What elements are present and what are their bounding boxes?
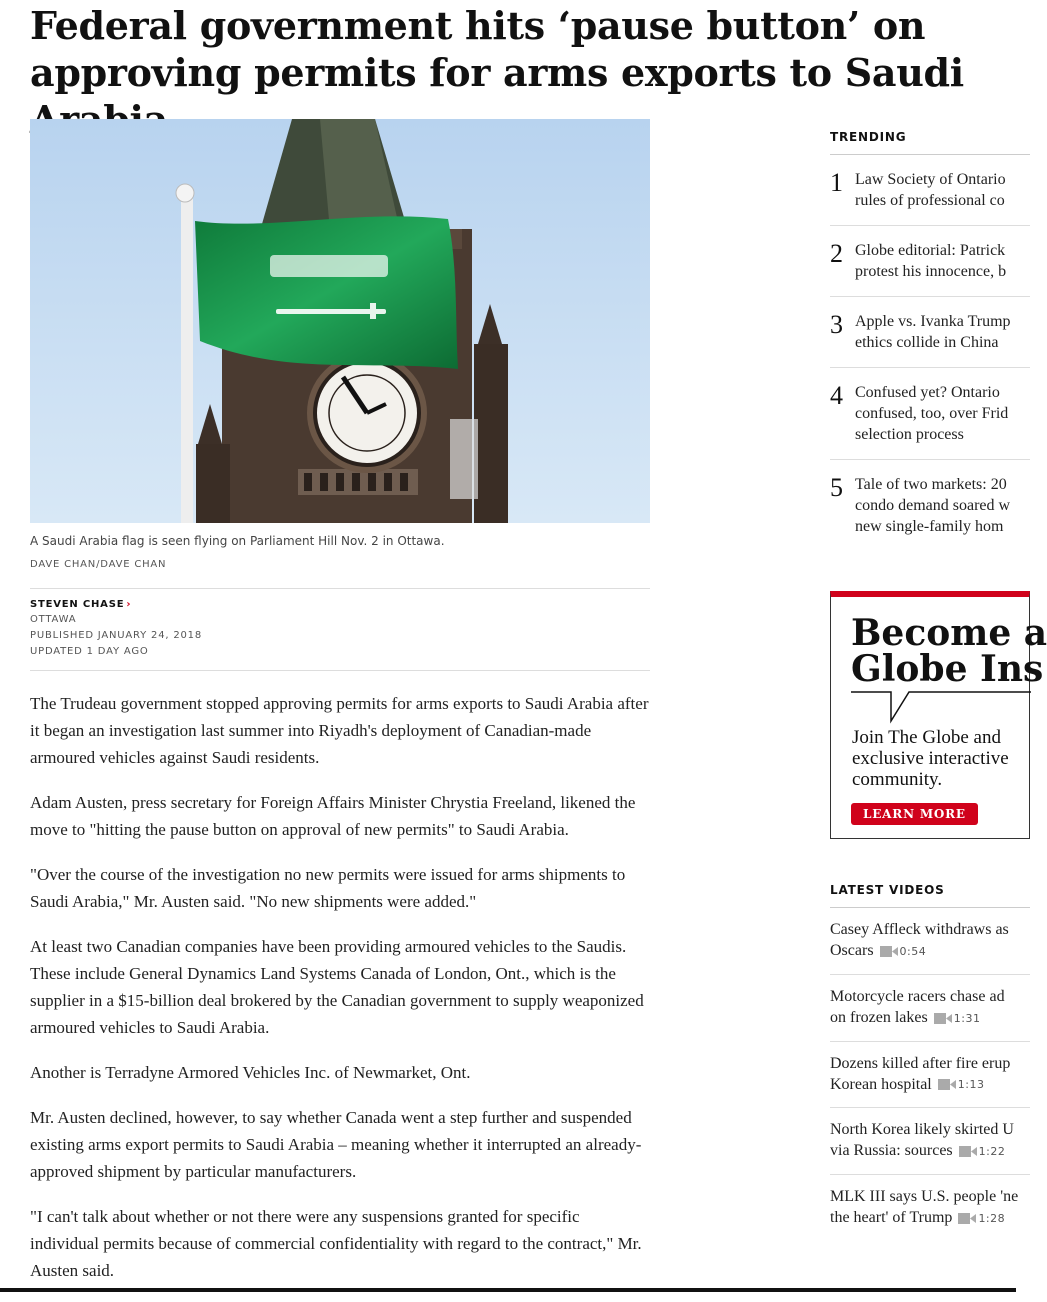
video-title-line: Dozens killed after fire erup — [830, 1054, 1011, 1072]
trending-line: condo demand soared w — [855, 497, 1011, 514]
trending-line: confused, too, over Frid — [855, 405, 1009, 422]
videos-title: LATEST VIDEOS — [830, 883, 1030, 908]
promo-text-line: community. — [852, 769, 943, 790]
promo-title-line: Become a — [851, 612, 1047, 654]
bottom-bar — [0, 1288, 1016, 1292]
video-item[interactable] — [830, 975, 1030, 1042]
trending-number: 4 — [830, 381, 843, 410]
published-date: PUBLISHED JANUARY 24, 2018 — [30, 630, 202, 641]
article-body — [30, 690, 650, 1284]
trending-line: Law Society of Ontario — [855, 171, 1006, 188]
article-headline: Federal government hits ‘pause button’ on approving permits for arms exports to Saudi — [30, 3, 964, 95]
chevron-right-icon: › — [126, 599, 132, 610]
promo-title — [851, 612, 1047, 690]
article-paragraph: "I can't talk about whether or not there were any suspensions granted for specific individual permits because of commercial confidentiality with regard to the contract," Mr. Austen said. — [30, 1207, 642, 1280]
video-title-line: Korean hospital — [830, 1075, 932, 1093]
trending-number: 3 — [830, 310, 843, 339]
photo-caption: A Saudi Arabia flag is seen flying on Parliament Hill Nov. 2 in Ottawa. — [30, 534, 445, 548]
latest-videos — [830, 883, 1030, 1241]
promo-text — [852, 727, 1009, 790]
trending-title: TRENDING — [830, 130, 1030, 155]
author-name[interactable]: STEVEN CHASE — [30, 599, 125, 610]
video-title-line: Casey Affleck withdraws as — [830, 921, 1009, 938]
video-title-line: Motorcycle racers chase ad — [830, 987, 1005, 1005]
trending-item[interactable] — [830, 297, 1030, 368]
promo-text-line: Join The Globe and — [852, 727, 1001, 748]
video-item[interactable] — [830, 908, 1030, 975]
sidebar — [830, 130, 1047, 1241]
trending-line: selection process — [855, 426, 964, 443]
promo-text-line: exclusive interactive — [852, 748, 1009, 769]
video-item[interactable] — [830, 1042, 1030, 1109]
article-paragraph: Mr. Austen declined, however, to say whether Canada went a step further and suspended existing arms export permits to Saudi Arabia – meaning whether it interrupted an already-approved shipment by particular manufacturers. — [30, 1108, 642, 1181]
video-item[interactable] — [830, 1108, 1030, 1175]
article-paragraph: The Trudeau government stopped approving permits for arms exports to Saudi Arabia after it began an investigation last summer into Riyadh's deployment of Canadian-made armoured vehicles against Saudi residents. — [30, 694, 649, 767]
video-title-line: Oscars — [830, 942, 874, 959]
video-duration: 1:22 — [978, 1145, 1006, 1159]
video-title-line: via Russia: sources — [830, 1142, 953, 1160]
learn-more-button[interactable]: LEARN MORE — [851, 803, 978, 825]
trending-number: 1 — [830, 168, 843, 197]
trending-item[interactable] — [830, 226, 1030, 297]
trending-number: 2 — [830, 239, 843, 268]
trending-line: new single-family hom — [855, 518, 1004, 535]
byline — [30, 588, 650, 671]
trending-line: Confused yet? Ontario — [855, 384, 1000, 401]
video-camera-icon — [959, 1146, 977, 1157]
photo-credit: DAVE CHAN/DAVE CHAN — [30, 559, 167, 570]
video-camera-icon — [880, 946, 898, 957]
video-duration: 1:28 — [978, 1212, 1006, 1226]
article-paragraph: Adam Austen, press secretary for Foreign Affairs Minister Chrystia Freeland, likened the move to "hitting the pause button on approval of new permits" to Saudi Arabia. — [30, 793, 636, 839]
trending-headline[interactable] — [855, 169, 1006, 211]
trending-line: protest his innocence, b — [855, 263, 1007, 280]
article-photo[interactable] — [30, 119, 650, 523]
globe-insider-promo[interactable] — [830, 591, 1047, 839]
video-camera-icon — [934, 1013, 952, 1024]
updated-date: UPDATED 1 DAY AGO — [30, 646, 149, 657]
byline-location: OTTAWA — [30, 614, 77, 625]
trending-line: Tale of two markets: 20 — [855, 476, 1007, 493]
video-camera-icon — [938, 1079, 956, 1090]
trending-item[interactable] — [830, 460, 1030, 551]
trending-line: Globe editorial: Patrick — [855, 242, 1006, 259]
article-paragraph: Another is Terradyne Armored Vehicles Inc. of Newmarket, Ont. — [30, 1063, 471, 1082]
author-link[interactable] — [30, 599, 650, 610]
article-paragraph: At least two Canadian companies have been providing armoured vehicles to the Saudis. These include General Dynamics Land Systems Canada of London, Ont., which is the supplier in a $15-billion deal brokered by the Canadian government to supply weaponized armoured vehicles to Saudi Arabia. — [30, 937, 644, 1037]
video-duration: 1:13 — [957, 1078, 985, 1092]
video-camera-icon — [958, 1213, 976, 1224]
promo-title-line: Globe Ins — [851, 648, 1044, 690]
trending-line: rules of professional co — [855, 192, 1005, 209]
trending-number: 5 — [830, 473, 843, 502]
trending-line: ethics collide in China — [855, 334, 999, 351]
video-duration: 1:31 — [953, 1011, 981, 1025]
trending-headline[interactable] — [855, 474, 1010, 537]
trending-headline[interactable] — [855, 311, 1011, 353]
video-title-line: North Korea likely skirted U — [830, 1121, 1014, 1139]
video-title-line: the heart' of Trump — [830, 1209, 953, 1227]
trending-line: Apple vs. Ivanka Trump — [855, 313, 1011, 330]
trending-item[interactable] — [830, 155, 1030, 226]
speech-pointer-icon — [851, 691, 1031, 723]
video-title-line: MLK III says U.S. people 'ne — [830, 1188, 1019, 1206]
video-item[interactable] — [830, 1175, 1030, 1241]
trending-headline[interactable] — [855, 382, 1008, 445]
trending-headline[interactable] — [855, 240, 1006, 282]
video-title-line: on frozen lakes — [830, 1008, 928, 1026]
trending-item[interactable] — [830, 368, 1030, 460]
article-paragraph: "Over the course of the investigation no new permits were issued for arms shipments to Saudi Arabia," Mr. Austen said. "No new shipments were added." — [30, 865, 626, 911]
article-main — [30, 119, 650, 1302]
video-duration: 0:54 — [899, 944, 927, 958]
